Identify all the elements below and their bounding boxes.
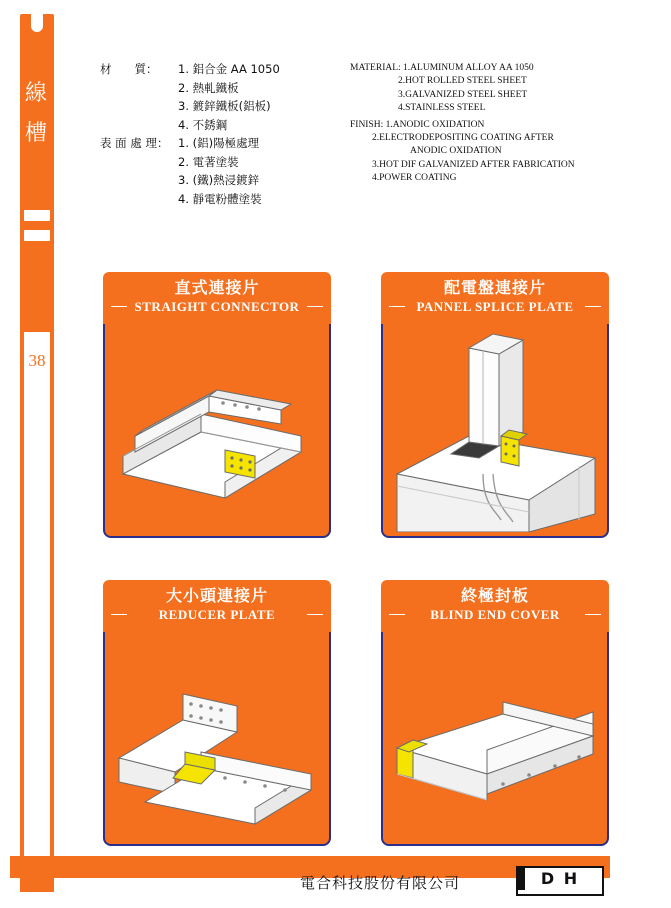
finish-item-cn-1: 1. (鋁)陽極處理 <box>178 136 260 150</box>
panel-blind-end-cover <box>381 580 609 846</box>
panel-image-box <box>381 324 609 538</box>
material-line-en-1 <box>350 62 640 75</box>
finish-item-en-4: 3.HOT DIF GALVANIZED AFTER FABRICATION <box>372 159 575 170</box>
panel-title-en: BLIND END COVER <box>430 607 560 622</box>
panel-image-box <box>103 632 331 846</box>
finish-line-en-1 <box>350 119 640 132</box>
finish-item-cn-3: 3. (鐵)熱浸鍍鋅 <box>178 173 260 187</box>
logo-text: D H <box>540 869 580 888</box>
finish-item-en-2: 2.ELECTRODEPOSITING COATING AFTER <box>372 133 554 144</box>
panel-title-en: STRAIGHT CONNECTOR <box>134 299 300 314</box>
blind-end-cover-illustration <box>383 632 607 840</box>
panel-image-box <box>103 324 331 538</box>
page-number: 38 <box>28 351 46 370</box>
finish-item-cn-4: 4. 靜電粉體塗裝 <box>178 191 262 206</box>
spine-top-bar <box>20 14 54 332</box>
panel-banner <box>381 580 609 632</box>
material-item-en-4: 4.STAINLESS STEEL <box>398 103 486 114</box>
material-item-en-2: 2.HOT ROLLED STEEL SHEET <box>398 76 527 87</box>
panel-title-cn: 配電盤連接片 <box>443 278 546 297</box>
finish-label-cn: 表 面 處 理： <box>100 136 169 150</box>
panel-banner <box>103 272 331 324</box>
footer-company-name: 電合科技股份有限公司 <box>300 874 461 892</box>
finish-item-en-1: 1.ANODIC OXIDATION <box>385 119 485 130</box>
finish-item-en-5: 4.POWER COATING <box>372 173 457 184</box>
panel-title-cn: 直式連接片 <box>174 278 260 297</box>
spine-white-block-1 <box>24 210 50 221</box>
material-label-en: MATERIAL: <box>350 63 401 73</box>
panel-pannel-splice-plate <box>381 272 609 538</box>
panel-reducer-plate <box>103 580 331 846</box>
panel-title-cn: 大小頭連接片 <box>165 586 268 605</box>
material-label-cn: 材 質： <box>100 62 158 76</box>
panel-banner <box>381 272 609 324</box>
pannel-splice-plate-illustration <box>383 324 607 532</box>
material-item-cn-4: 4. 不銹鋼 <box>178 117 228 132</box>
material-item-cn-1: 1. 鋁合金 AA 1050 <box>178 62 280 76</box>
panel-straight-connector <box>103 272 331 538</box>
company-logo <box>516 866 604 896</box>
material-item-en-1: 1.ALUMINUM ALLOY AA 1050 <box>403 63 534 73</box>
panel-title-en: PANNEL SPLICE PLATE <box>416 299 574 314</box>
left-spine <box>10 14 62 894</box>
reducer-plate-illustration <box>105 632 329 840</box>
straight-connector-illustration <box>105 324 329 532</box>
spine-white-block-2 <box>24 230 50 241</box>
finish-label-en: FINISH: <box>350 119 384 130</box>
panel-title-cn: 終極封板 <box>460 586 529 605</box>
finish-item-cn-2: 2. 電著塗裝 <box>178 154 239 169</box>
spec-english <box>350 62 640 186</box>
material-item-cn-3: 3. 鍍鋅鐵板(鋁板) <box>178 99 271 113</box>
spine-fork-notch <box>31 14 43 32</box>
panel-title-en: REDUCER PLATE <box>158 607 276 622</box>
spine-title: 線 槽 <box>24 81 49 146</box>
finish-item-en-3: ANODIC OXIDATION <box>410 146 502 157</box>
panel-banner <box>103 580 331 632</box>
panel-image-box <box>381 632 609 846</box>
spine-tail-inner <box>24 332 50 872</box>
spec-chinese <box>100 62 330 210</box>
material-item-en-3: 3.GALVANIZED STEEL SHEET <box>398 89 528 100</box>
material-item-cn-2: 2. 熱軋鐵板 <box>178 80 239 95</box>
